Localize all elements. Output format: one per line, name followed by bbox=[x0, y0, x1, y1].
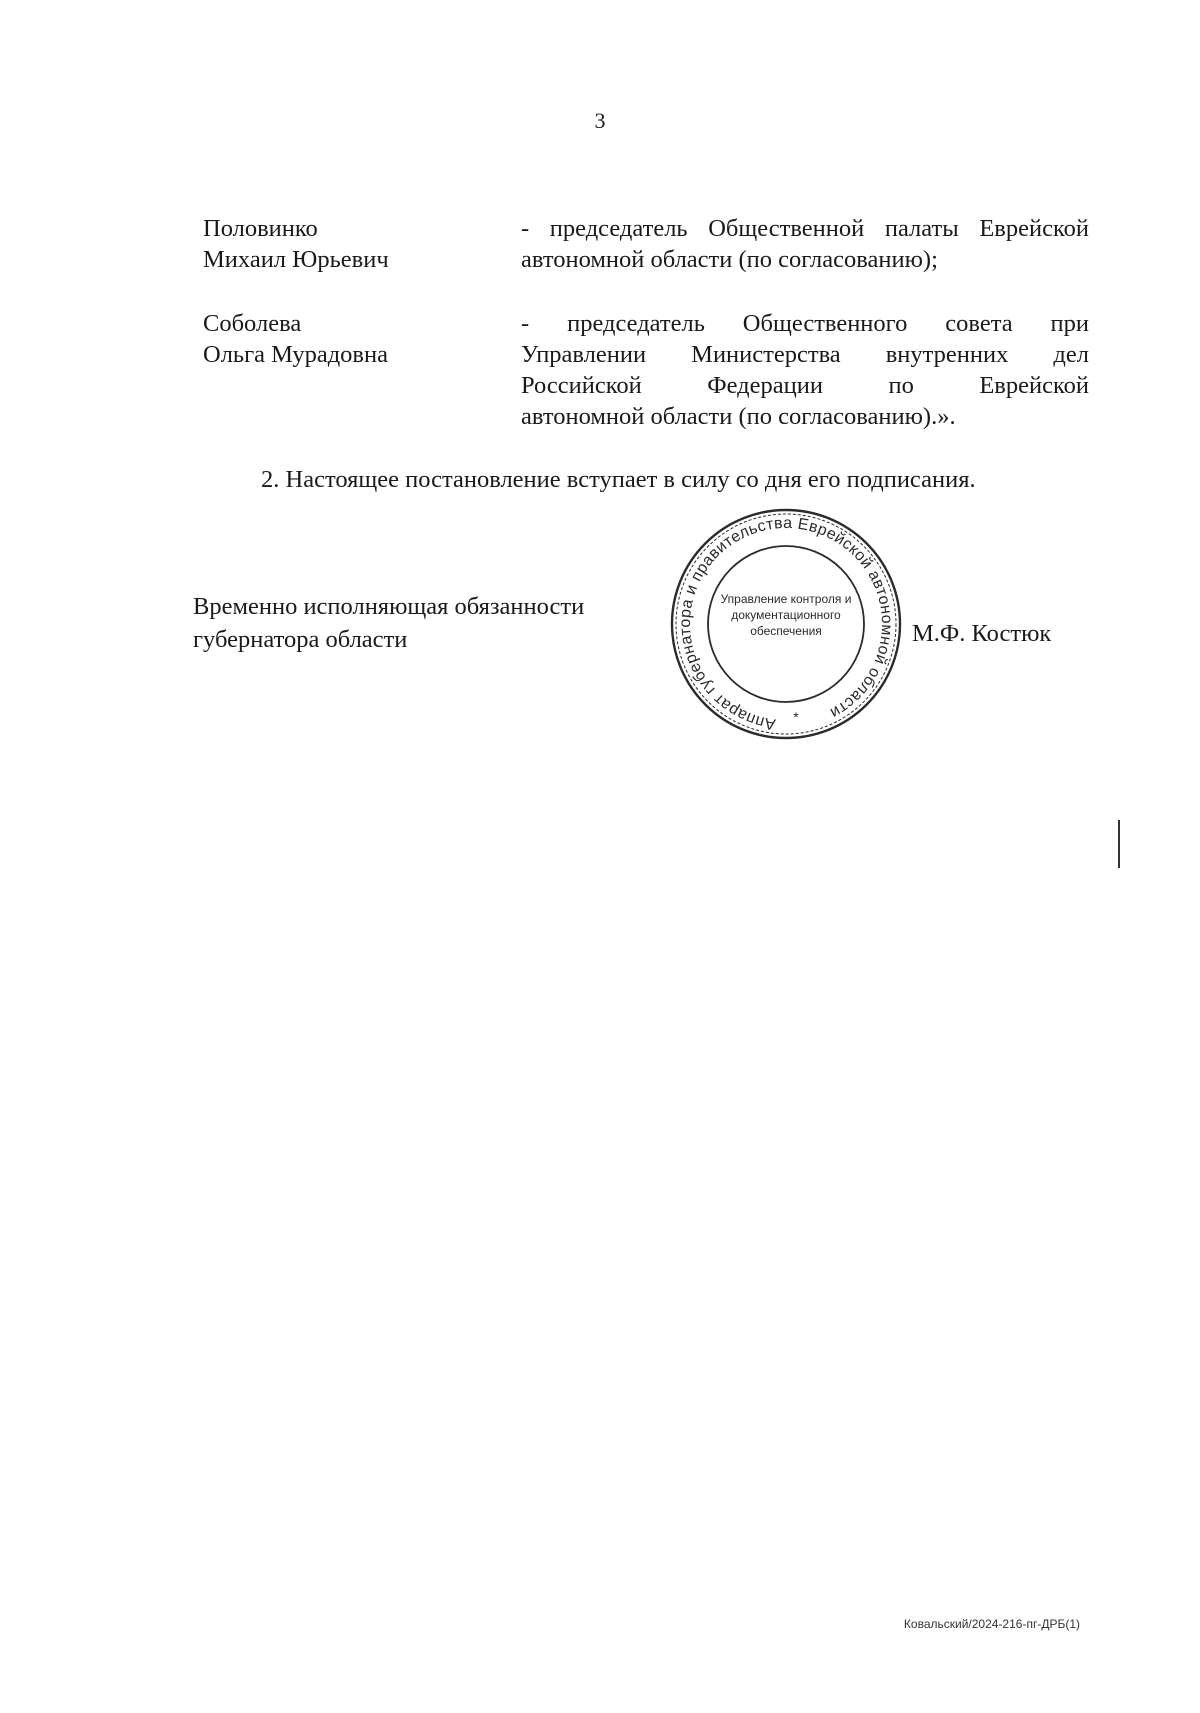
margin-mark bbox=[1118, 820, 1120, 868]
member-role-line: Российской Федерации по Еврейской bbox=[521, 372, 1089, 399]
member-given-names: Михаил Юрьевич bbox=[203, 246, 389, 273]
member-role-line: - председатель Общественного совета при bbox=[521, 310, 1089, 337]
document-reference: Ковальский/2024-216-пг-ДРБ(1) bbox=[903, 1617, 1080, 1631]
signatory-title-line: Временно исполняющая обязанности bbox=[193, 593, 585, 620]
page-number: 3 bbox=[594, 108, 606, 133]
clause-2: 2. Настоящее постановление вступает в силу со дня его подписания. bbox=[261, 466, 976, 493]
member-role-line: автономной области (по согласованию).». bbox=[521, 403, 956, 430]
seal-center-line: документационного bbox=[731, 608, 841, 622]
seal-graphic bbox=[668, 506, 904, 742]
member-given-names: Ольга Мурадовна bbox=[203, 341, 388, 368]
seal-star: * bbox=[793, 709, 799, 725]
member-name bbox=[203, 308, 503, 370]
seal-center-line: обеспечения bbox=[750, 624, 822, 638]
member-role-line: Управлении Министерства внутренних дел bbox=[521, 341, 1089, 368]
signatory-title-line: губернатора области bbox=[193, 626, 408, 653]
member-surname: Соболева bbox=[203, 310, 302, 337]
member-role bbox=[521, 213, 1089, 275]
member-name bbox=[203, 213, 503, 275]
seal-center-line: Управление контроля и bbox=[720, 592, 852, 606]
member-role-line: - председатель Общественной палаты Еврейской bbox=[521, 215, 1089, 242]
member-surname: Половинко bbox=[203, 215, 318, 242]
signatory-name: М.Ф. Костюк bbox=[912, 620, 1052, 647]
member-role-line: автономной области (по согласованию); bbox=[521, 246, 938, 273]
member-role bbox=[521, 308, 1089, 432]
official-seal bbox=[668, 506, 904, 742]
seal-ring-text: Аппарат губернатора и правительства Еврейской автономной области bbox=[676, 514, 896, 733]
signatory-title bbox=[193, 590, 584, 656]
